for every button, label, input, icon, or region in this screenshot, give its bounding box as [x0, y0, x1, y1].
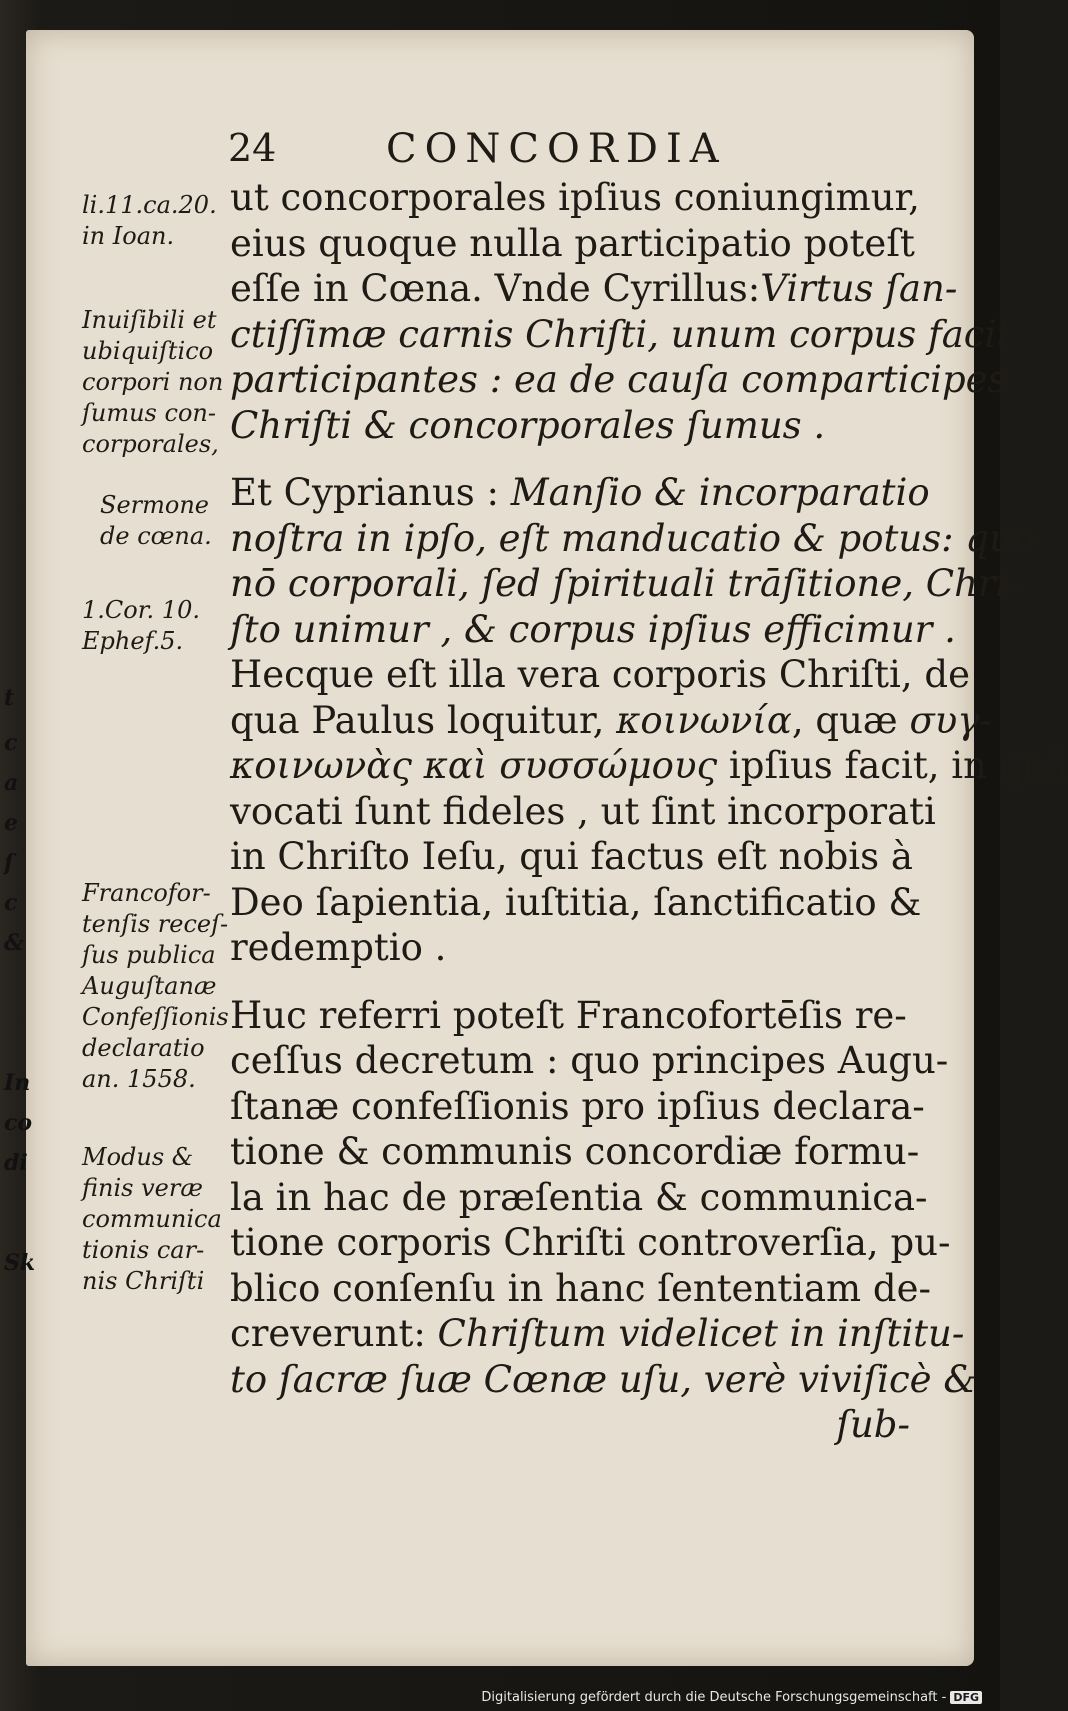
italic-segment: ctiſſimæ carnis Chriſti, unum corpus facit — [230, 312, 1012, 356]
roman-segment: ipſius facit, in quā — [717, 744, 1068, 787]
margin-note-line: corpori non — [82, 368, 224, 396]
body-line — [230, 561, 1020, 607]
margin-note-line: in Ioan. — [82, 222, 175, 250]
margin-note — [82, 595, 200, 657]
body-line — [230, 607, 956, 653]
margin-note-line: communica — [82, 1205, 222, 1233]
body-line — [230, 357, 1007, 403]
body-line — [230, 993, 910, 1039]
roman-segment: qua Paulus loquitur, — [230, 698, 617, 742]
margin-note — [82, 190, 217, 252]
body-line — [230, 1129, 920, 1175]
margin-note-line: declaratio — [82, 1034, 205, 1062]
spine-bleed-letter: co — [4, 1110, 33, 1136]
body-line — [230, 1266, 931, 1312]
body-line — [230, 175, 920, 221]
spine-bleed-letter: Sk — [4, 1250, 36, 1276]
body-line — [230, 1357, 977, 1403]
roman-segment: ut concorporales ipſius coniungimur, — [230, 176, 920, 219]
body-line — [230, 1220, 951, 1266]
body-line — [230, 834, 913, 880]
page-number: 24 — [228, 126, 277, 170]
body-line — [230, 266, 958, 312]
margin-note — [100, 490, 212, 552]
margin-note-line: Auguſtanæ — [82, 972, 217, 1000]
body-line — [230, 1311, 965, 1357]
margin-note-line: ſumus con- — [82, 399, 216, 427]
margin-note-line: nis Chriſti — [82, 1267, 205, 1295]
italic-segment: to ſacræ ſuæ Cœnæ uſu, verè viviſicè & — [230, 1357, 977, 1401]
body-line — [230, 470, 930, 516]
roman-segment: eſſe in Cœna. Vnde Cyrillus: — [230, 267, 761, 310]
roman-segment: ſtanæ confeſſionis pro ipſius declara- — [230, 1084, 925, 1128]
page-header — [0, 126, 1000, 176]
roman-segment: tione & communis concordiæ formu- — [230, 1130, 920, 1173]
margin-note — [82, 1142, 222, 1297]
paragraph-gap — [230, 971, 910, 993]
margin-note-line: finis veræ — [82, 1174, 203, 1202]
spine-bleed-letter: t — [4, 685, 15, 711]
margin-note-line: li.11.ca.20. — [82, 191, 217, 219]
italic-segment: κοινωνία — [616, 698, 792, 742]
body-line — [230, 925, 910, 971]
margin-note-line: Sermone — [100, 491, 209, 519]
margin-note-line: Ephef.5. — [82, 627, 184, 655]
roman-segment: la in hac de præſentia & communica- — [230, 1175, 928, 1219]
spine-bleed-letter: di — [4, 1150, 28, 1176]
credit-text: Digitalisierung gefördert durch die Deutsche Forschungsgemeinschaft - — [481, 1690, 947, 1705]
running-title: CONCORDIA — [386, 126, 727, 172]
roman-segment: blico conſenſu in hanc ſententiam de- — [230, 1266, 931, 1310]
margin-note-line: Modus & — [82, 1143, 194, 1171]
paragraph-gap — [230, 448, 910, 470]
body-line — [230, 1084, 925, 1130]
body-line — [230, 880, 922, 926]
body-line — [230, 698, 992, 744]
italic-segment: Virtus ſan- — [760, 267, 958, 310]
body-line — [230, 1038, 949, 1084]
roman-segment: eius quoque nulla participatio poteſt — [230, 221, 915, 265]
body-line — [230, 516, 1036, 562]
roman-segment: in Chriſto Ieſu, qui factus eſt nobis à — [230, 835, 913, 878]
margin-note-line: tionis car- — [82, 1236, 205, 1264]
spine-bleed-letter: In — [4, 1070, 31, 1096]
roman-segment: Huc referri poteſt Francofortēſis re- — [230, 993, 907, 1037]
italic-segment: nō corporali, ſed ſpirituali trāſitione, Chri- — [230, 562, 1020, 605]
margin-note-line: an. 1558. — [82, 1065, 196, 1093]
roman-segment: vocati ſunt fideles , ut ſint incorporati — [230, 789, 936, 833]
margin-note — [82, 878, 229, 1095]
body-line — [230, 221, 915, 267]
roman-segment: Deo ſapientia, iuſtitia, ſanctificatio & — [230, 880, 922, 924]
roman-segment: tione corporis Chriſti controverſia, pu- — [230, 1221, 951, 1264]
roman-segment: redemptio . — [230, 926, 447, 969]
margin-note — [82, 305, 223, 460]
spine-bleed-letters — [0, 430, 36, 1430]
body-line — [230, 403, 910, 449]
digitization-credit — [481, 1690, 982, 1705]
italic-segment: ſto unimur , & corpus ipſius efficimur . — [230, 607, 956, 651]
margin-note-line: ſus publica — [82, 941, 216, 969]
body-line — [230, 1175, 928, 1221]
dfg-logo: DFG — [950, 1691, 982, 1704]
body-line — [230, 652, 970, 698]
margin-note-line: corporales, — [82, 430, 219, 458]
roman-segment: ceſſus decretum : quo principes Augu- — [230, 1039, 949, 1082]
spine-bleed-letter: c — [4, 730, 18, 756]
spine-bleed-letter: ſ — [4, 850, 14, 876]
margin-note-line: tenſis receſ- — [82, 910, 229, 938]
italic-segment: participantes : ea de cauſa comparticipes — [230, 358, 1007, 401]
roman-segment: , quæ — [791, 698, 910, 742]
roman-segment: Hecque eſt illa vera corporis Chriſti, de — [230, 653, 970, 696]
italic-segment: noſtra in ipſo, eſt manducatio & potus: quo — [230, 516, 1036, 560]
roman-segment: Et Cyprianus : — [230, 471, 511, 514]
spine-bleed-letter: c — [4, 890, 18, 916]
italic-segment: συγ- — [909, 698, 992, 742]
body-line — [230, 743, 1068, 789]
body-text — [230, 175, 1068, 1448]
body-line — [230, 312, 1012, 358]
body-line — [230, 1402, 910, 1448]
spine-bleed-letter: & — [4, 930, 24, 956]
margin-note-line: ubiquiſtico — [82, 337, 214, 365]
margin-note-line: de cœna. — [100, 522, 212, 550]
italic-segment: Chriſtum videlicet in inſtitu- — [437, 1312, 965, 1355]
roman-segment: creverunt: — [230, 1312, 438, 1355]
margin-note-line: Francofor- — [82, 879, 211, 907]
body-line — [230, 789, 936, 835]
margin-note-line: Inuiſibili et — [82, 306, 217, 334]
italic-segment: ſub- — [836, 1403, 910, 1446]
margin-note-line: Confeſſionis — [82, 1003, 229, 1031]
spine-bleed-letter: e — [4, 810, 18, 836]
spine-bleed-letter: a — [4, 770, 19, 796]
italic-segment: κοινωνὰς καὶ συσσώμους — [230, 744, 718, 787]
margin-note-line: 1.Cor. 10. — [82, 596, 200, 624]
italic-segment: Manſio & incorparatio — [510, 471, 930, 514]
italic-segment: Chriſti & concorporales ſumus . — [230, 403, 826, 447]
